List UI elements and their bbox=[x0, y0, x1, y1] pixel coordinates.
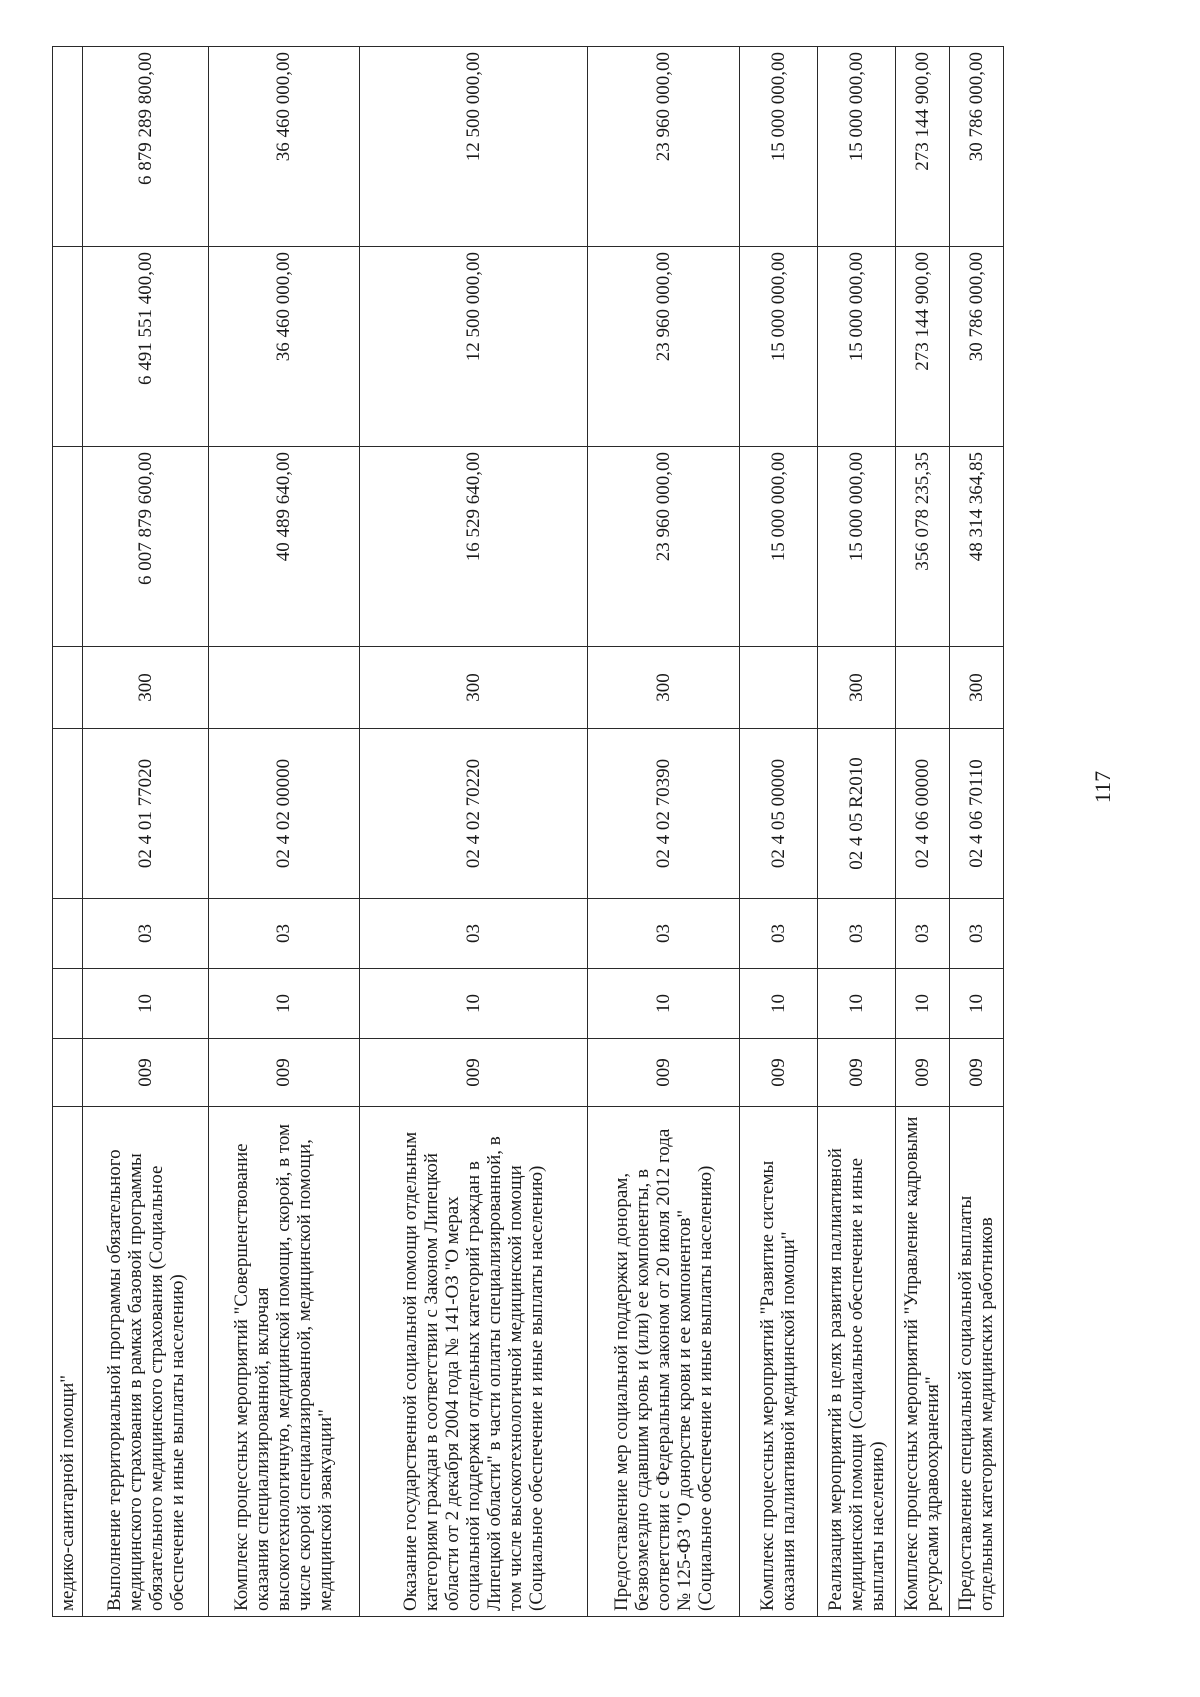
cell-rz: 10 bbox=[208, 969, 359, 1039]
cell-sum-2: 15 000 000,00 bbox=[739, 247, 817, 447]
cell-sum-3: 12 500 000,00 bbox=[359, 47, 588, 247]
cell-ved bbox=[53, 1039, 83, 1107]
cell-csr: 02 4 01 77020 bbox=[83, 729, 209, 899]
row-name: Комплекс процессных мероприятий "Совершенствование оказания специализированной, включая высокотехнологичную, медицинской помощи, скорой, в том числе скорой специализированной, медицинской помощи, медицинской эвакуации" bbox=[208, 1107, 359, 1617]
cell-sum-2: 12 500 000,00 bbox=[359, 247, 588, 447]
cell-vr bbox=[895, 647, 949, 729]
cell-sum-2: 6 491 551 400,00 bbox=[83, 247, 209, 447]
table-row bbox=[208, 47, 359, 1617]
cell-rz: 10 bbox=[949, 969, 1003, 1039]
row-name: Выполнение территориальной программы обязательного медицинского страхования в рамках базовой программы обязательного медицинского страхования (Социальное обеспечение и иные выплаты населению) bbox=[83, 1107, 209, 1617]
cell-sum-2 bbox=[53, 247, 83, 447]
cell-vr: 300 bbox=[588, 647, 740, 729]
cell-ved: 009 bbox=[588, 1039, 740, 1107]
cell-pr: 03 bbox=[359, 899, 588, 969]
cell-pr: 03 bbox=[895, 899, 949, 969]
cell-rz: 10 bbox=[359, 969, 588, 1039]
row-name: Комплекс процессных мероприятий "Развитие системы оказания паллиативной медицинской помощи" bbox=[739, 1107, 817, 1617]
cell-ved: 009 bbox=[949, 1039, 1003, 1107]
cell-sum-1: 6 007 879 600,00 bbox=[83, 447, 209, 647]
cell-sum-1: 16 529 640,00 bbox=[359, 447, 588, 647]
row-name: Предоставление мер социальной поддержки донорам, безвозмездно сдавшим кровь и (или) ее компоненты, в соответствии с Федеральным законом от 20 июля 2012 года № 125-ФЗ "О донорстве крови и ее компонентов" (Социальное обеспечение и иные выплаты населению) bbox=[588, 1107, 740, 1617]
cell-vr bbox=[739, 647, 817, 729]
cell-sum-1 bbox=[53, 447, 83, 647]
cell-pr bbox=[53, 899, 83, 969]
table-row bbox=[359, 47, 588, 1617]
cell-ved: 009 bbox=[208, 1039, 359, 1107]
cell-sum-3: 36 460 000,00 bbox=[208, 47, 359, 247]
table-row bbox=[739, 47, 817, 1617]
cell-rz bbox=[53, 969, 83, 1039]
row-name: медико-санитарной помощи" bbox=[53, 1107, 83, 1617]
cell-sum-3 bbox=[53, 47, 83, 247]
cell-pr: 03 bbox=[817, 899, 895, 969]
cell-ved: 009 bbox=[739, 1039, 817, 1107]
cell-csr: 02 4 02 00000 bbox=[208, 729, 359, 899]
row-name: Предоставление специальной социальной выплаты отдельным категориям медицинских работников bbox=[949, 1107, 1003, 1617]
cell-sum-2: 273 144 900,00 bbox=[895, 247, 949, 447]
row-name: Оказание государственной социальной помощи отдельным категориям граждан в соответствии с Законом Липецкой области от 2 декабря 2004 года № 141-ОЗ "О мерах социальной поддержки отдельных категорий граждан в Липецкой области" в части оплаты специализированной, в том числе высокотехнологичной медицинской помощи (Социальное обеспечение и иные выплаты населению) bbox=[359, 1107, 588, 1617]
cell-ved: 009 bbox=[359, 1039, 588, 1107]
table-row bbox=[949, 47, 1003, 1617]
table-row bbox=[817, 47, 895, 1617]
page-number: 117 bbox=[1090, 770, 1115, 804]
cell-csr: 02 4 05 R2010 bbox=[817, 729, 895, 899]
cell-sum-3: 273 144 900,00 bbox=[895, 47, 949, 247]
cell-csr bbox=[53, 729, 83, 899]
cell-csr: 02 4 02 70390 bbox=[588, 729, 740, 899]
cell-sum-3: 6 879 289 800,00 bbox=[83, 47, 209, 247]
table-row bbox=[588, 47, 740, 1617]
cell-vr: 300 bbox=[817, 647, 895, 729]
cell-sum-3: 15 000 000,00 bbox=[817, 47, 895, 247]
cell-rz: 10 bbox=[895, 969, 949, 1039]
cell-sum-1: 23 960 000,00 bbox=[588, 447, 740, 647]
row-name: Комплекс процессных мероприятий "Управление кадровыми ресурсами здравоохранения" bbox=[895, 1107, 949, 1617]
cell-vr bbox=[53, 647, 83, 729]
row-name: Реализация мероприятий в целях развития паллиативной медицинской помощи (Социальное обеспечение и иные выплаты населению) bbox=[817, 1107, 895, 1617]
cell-csr: 02 4 05 00000 bbox=[739, 729, 817, 899]
cell-vr: 300 bbox=[949, 647, 1003, 729]
cell-rz: 10 bbox=[739, 969, 817, 1039]
cell-sum-3: 23 960 000,00 bbox=[588, 47, 740, 247]
cell-sum-1: 48 314 364,85 bbox=[949, 447, 1003, 647]
cell-csr: 02 4 06 70110 bbox=[949, 729, 1003, 899]
cell-sum-1: 15 000 000,00 bbox=[739, 447, 817, 647]
cell-ved: 009 bbox=[83, 1039, 209, 1107]
cell-sum-2: 15 000 000,00 bbox=[817, 247, 895, 447]
table-row bbox=[895, 47, 949, 1617]
cell-pr: 03 bbox=[739, 899, 817, 969]
cell-ved: 009 bbox=[817, 1039, 895, 1107]
budget-table bbox=[52, 46, 1004, 1617]
cell-sum-1: 40 489 640,00 bbox=[208, 447, 359, 647]
cell-pr: 03 bbox=[949, 899, 1003, 969]
cell-vr: 300 bbox=[359, 647, 588, 729]
cell-sum-3: 15 000 000,00 bbox=[739, 47, 817, 247]
table-row bbox=[83, 47, 209, 1617]
cell-rz: 10 bbox=[83, 969, 209, 1039]
cell-sum-2: 36 460 000,00 bbox=[208, 247, 359, 447]
cell-pr: 03 bbox=[208, 899, 359, 969]
cell-csr: 02 4 02 70220 bbox=[359, 729, 588, 899]
cell-vr bbox=[208, 647, 359, 729]
cell-rz: 10 bbox=[817, 969, 895, 1039]
cell-sum-1: 356 078 235,35 bbox=[895, 447, 949, 647]
cell-vr: 300 bbox=[83, 647, 209, 729]
cell-ved: 009 bbox=[895, 1039, 949, 1107]
cell-sum-2: 30 786 000,00 bbox=[949, 247, 1003, 447]
cell-sum-1: 15 000 000,00 bbox=[817, 447, 895, 647]
cell-pr: 03 bbox=[83, 899, 209, 969]
table-row bbox=[53, 47, 83, 1617]
cell-rz: 10 bbox=[588, 969, 740, 1039]
cell-csr: 02 4 06 00000 bbox=[895, 729, 949, 899]
cell-sum-3: 30 786 000,00 bbox=[949, 47, 1003, 247]
cell-sum-2: 23 960 000,00 bbox=[588, 247, 740, 447]
cell-pr: 03 bbox=[588, 899, 740, 969]
